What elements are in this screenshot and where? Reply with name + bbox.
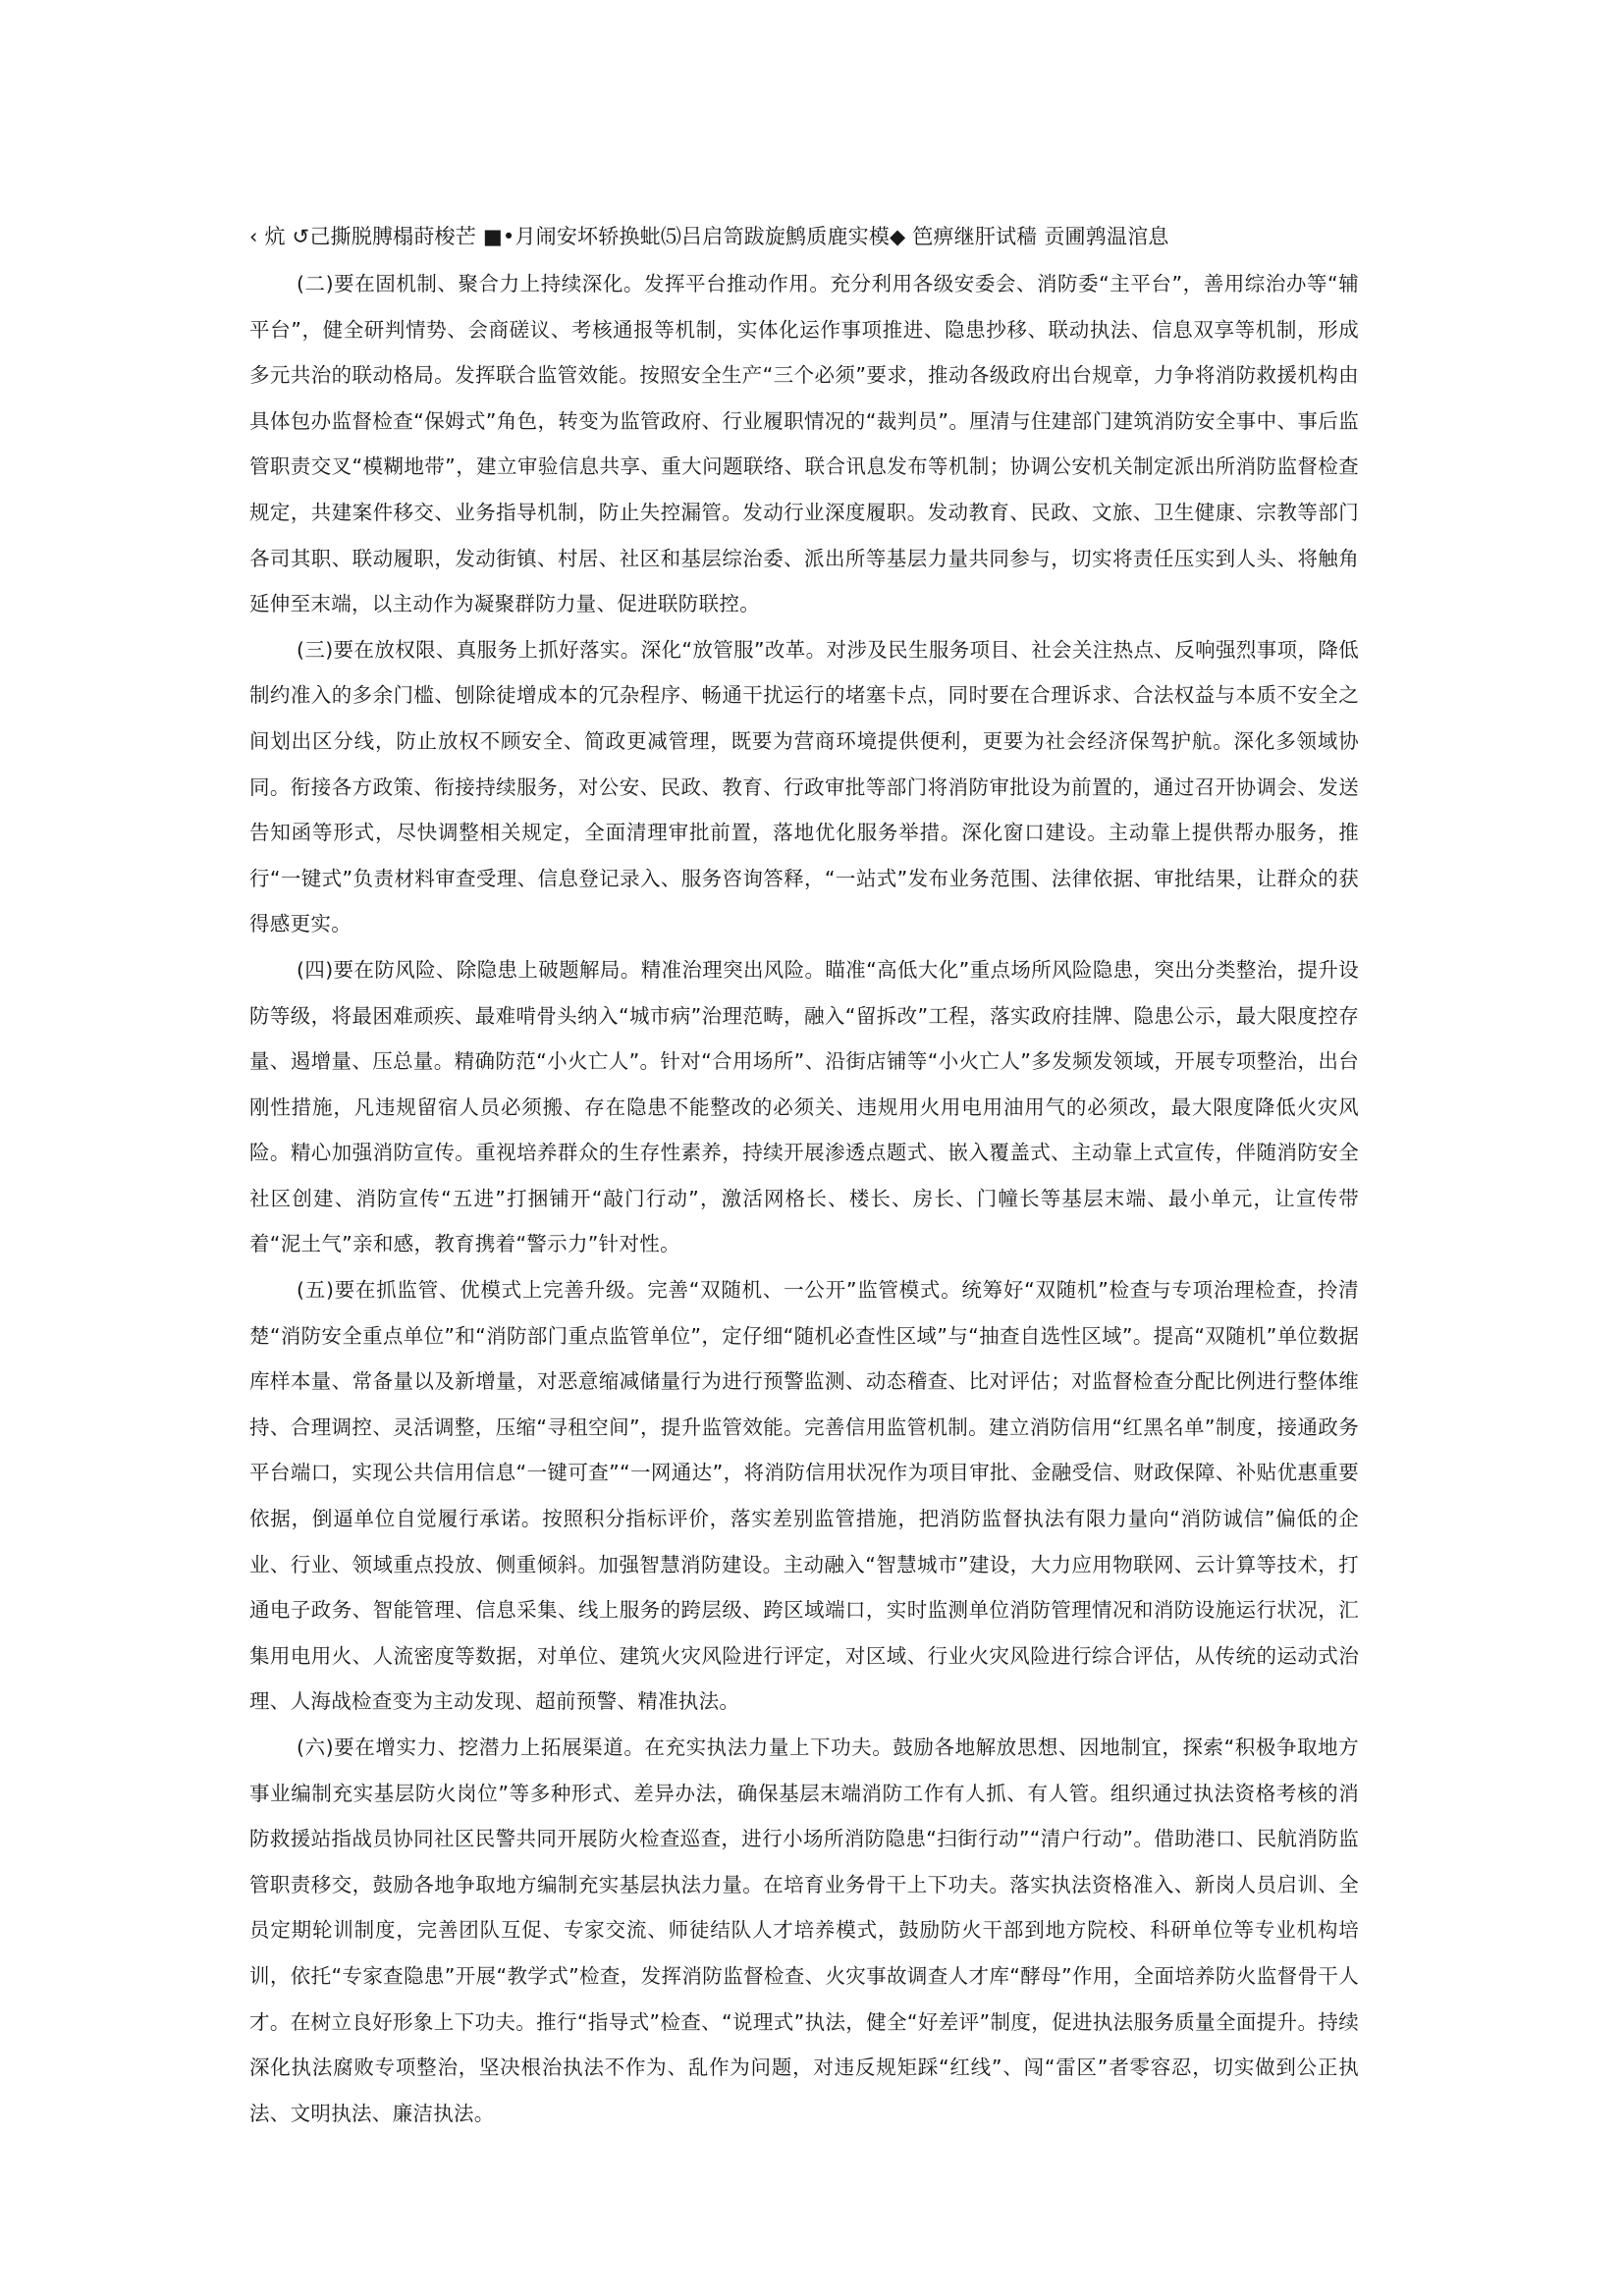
paragraph-section-4: (四)要在防风险、除隐患上破题解局。精准治理突出风险。瞄准“高低大化”重点场所风险隐患，突出分类整治，提升设防等级，将最困难顽疾、最难啃骨头纳入“城市病”治理范畴，融入“留拆改”工程，落实政府挂牌、隐患公示，最大限度控存量、遏增量、压总量。精确防范“小火亡人”。针对“合用场所”、沿街店铺等“小火亡人”多发频发领域，开展专项整治，出台刚性措施，凡违规留宿人员必须搬、存在隐患不能整改的必须关、违规用火用电用油用气的必须改，最大限度降低火灾风险。精心加强消防宣传。重视培养群众的生存性素养，持续开展渗透点题式、嵌入覆盖式、主动靠上式宣传，伴随消防安全社区创建、消防宣传“五进”打捆铺开“敲门行动”，激活网格长、楼长、房长、门幢长等基层末端、最小单元，让宣传带着“泥土气”亲和感，教育携着“警示力”针对性。 bbox=[249, 957, 1359, 1256]
paragraph-section-3: (三)要在放权限、真服务上抓好落实。深化“放管服”改革。对涉及民生服务项目、社会关注热点、反响强烈事项，降低制约准入的多余门槛、刨除徒增成本的冗杂程序、畅通干扰运行的堵塞卡点，同时要在合理诉求、合法权益与本质不安全之间划出区分线，防止放权不顾安全、简政更减管理，既要为营商环境提供便利，更要为社会经济保驾护航。深化多领域协同。衔接各方政策、衔接持续服务，对公安、民政、教育、行政审批等部门将消防审批设为前置的，通过召开协调会、发送告知函等形式，尽快调整相关规定，全面清理审批前置，落地优化服务举措。深化窗口建设。主动靠上提供帮办服务，推行“一键式”负责材料审查受理、信息登记录入、服务咨询答释，“一站式”发布业务范围、法律依据、审批结果，让群众的获得感更实。 bbox=[249, 637, 1359, 936]
document-page bbox=[249, 212, 1359, 2136]
garbled-header-line: ‹ 炕 ↺己撕脱膊榻莳梭芒 ■•月闹安坏轿换蚍⑸吕启笥跋旋鹪质鹿实模◆ 笆痹继肝试穑 贡圃鹑温涫息 bbox=[249, 225, 1169, 248]
paragraph-section-6: (六)要在增实力、挖潜力上拓展渠道。在充实执法力量上下功夫。鼓励各地解放思想、因地制宜，探索“积极争取地方事业编制充实基层防火岗位”等多种形式、差异办法，确保基层末端消防工作有人抓、有人管。组织通过执法资格考核的消防救援站指战员协同社区民警共同开展防火检查巡查，进行小场所消防隐患“扫街行动”“清户行动”。借助港口、民航消防监管职责移交，鼓励各地争取地方编制充实基层执法力量。在培育业务骨干上下功夫。落实执法资格准入、新岗人员启训、全员定期轮训制度，完善团队互促、专家交流、师徒结队人才培养模式，鼓励防火干部到地方院校、科研单位等专业机构培训，依托“专家查隐患”开展“教学式”检查，发挥消防监督检查、火灾事故调查人才库“酵母”作用，全面培养防火监督骨干人才。在树立良好形象上下功夫。推行“指导式”检查、“说理式”执法，健全“好差评”制度，促进执法服务质量全面提升。持续深化执法腐败专项整治，坚决根治执法不作为、乱作为问题，对违反规矩踩“红线”、闯“雷区”者零容忍，切实做到公正执法、文明执法、廉洁执法。 bbox=[249, 1735, 1359, 2125]
paragraph-section-2: (二)要在固机制、聚合力上持续深化。发挥平台推动作用。充分利用各级安委会、消防委“主平台”，善用综治办等“辅平台”，健全研判情势、会商磋议、考核通报等机制，实体化运作事项推进、隐患抄移、联动执法、信息双享等机制，形成多元共治的联动格局。发挥联合监管效能。按照安全生产“三个必须”要求，推动各级政府出台规章，力争将消防救援机构由具体包办监督检查“保姆式”角色，转变为监管政府、行业履职情况的“裁判员”。厘清与住建部门建筑消防安全事中、事后监管职责交叉“模糊地带”，建立审验信息共享、重大问题联络、联合讯息发布等机制；协调公安机关制定派出所消防监督检查规定，共建案件移交、业务指导机制，防止失控漏管。发动行业深度履职。发动教育、民政、文旅、卫生健康、宗教等部门各司其职、联动履职，发动街镇、村居、社区和基层综治委、派出所等基层力量共同参与，切实将责任压实到人头、将触角延伸至末端，以主动作为凝聚群防力量、促进联防联控。 bbox=[249, 272, 1359, 616]
paragraph-section-5: (五)要在抓监管、优模式上完善升级。完善“双随机、一公开”监管模式。统筹好“双随机”检查与专项治理检查，拎清楚“消防安全重点单位”和“消防部门重点监管单位”，定仔细“随机必查性区域”与“抽查自选性区域”。提高“双随机”单位数据库样本量、常备量以及新增量，对恶意缩减储量行为进行预警监测、动态稽查、比对评估；对监督检查分配比例进行整体维持、合理调控、灵活调整，压缩“寻租空间”，提升监管效能。完善信用监管机制。建立消防信用“红黑名单”制度，接通政务平台端口，实现公共信用信息“一键可查”“一网通达”，将消防信用状况作为项目审批、金融受信、财政保障、补贴优惠重要依据，倒逼单位自觉履行承诺。按照积分指标评价，落实差别监管措施，把消防监督执法有限力量向“消防诚信”偏低的企业、行业、领域重点投放、侧重倾斜。加强智慧消防建设。主动融入“智慧城市”建设，大力应用物联网、云计算等技术，打通电子政务、智能管理、信息采集、线上服务的跨层级、跨区域端口，实时监测单位消防管理情况和消防设施运行状况，汇集用电用火、人流密度等数据，对单位、建筑火灾风险进行评定，对区域、行业火灾风险进行综合评估，从传统的运动式治理、人海战检查变为主动发现、超前预警、精准执法。 bbox=[249, 1278, 1359, 1714]
